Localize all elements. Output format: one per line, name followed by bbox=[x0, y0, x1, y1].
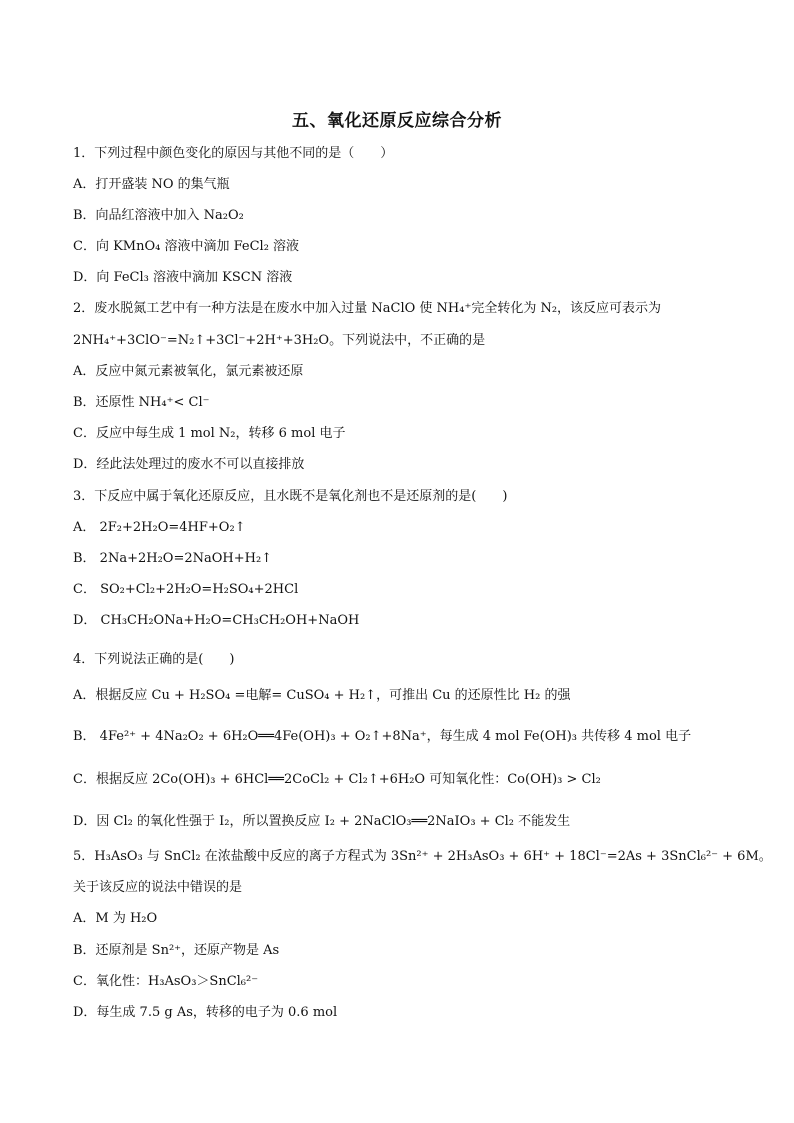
question-4-option-d: D．因 Cl₂ 的氧化性强于 I₂，所以置换反应 I₂ + 2NaClO₃══2NaIO₃ + Cl₂ 不能发生 bbox=[73, 814, 571, 829]
question-5-option-d: D．每生成 7.5 g As，转移的电子为 0.6 mol bbox=[73, 1005, 338, 1020]
question-1-option-d: D．向 FeCl₃ 溶液中滴加 KSCN 溶液 bbox=[73, 270, 293, 285]
question-5-stem-continued: 关于该反应的说法中错误的是 bbox=[73, 880, 243, 895]
question-2-stem: 2．废水脱氮工艺中有一种方法是在废水中加入过量 NaClO 使 NH₄⁺完全转化为 N₂，该反应可表示为 bbox=[73, 301, 662, 316]
question-4-stem: 4．下列说法正确的是( ) bbox=[73, 652, 235, 667]
question-5-stem: 5．H₃AsO₃ 与 SnCl₂ 在浓盐酸中反应的离子方程式为 3Sn²⁺ + 2H₃AsO₃ + 6H⁺ + 18Cl⁻=2As + 3SnCl₆²⁻ + 6M。 bbox=[73, 849, 772, 864]
question-5-option-b: B．还原剂是 Sn²⁺，还原产物是 As bbox=[73, 943, 280, 958]
question-1-stem: 1．下列过程中颜色变化的原因与其他不同的是（ ） bbox=[73, 146, 394, 161]
question-4-option-b: B． 4Fe²⁺ + 4Na₂O₂ + 6H₂O══4Fe(OH)₃ + O₂↑+8Na⁺，每生成 4 mol Fe(OH)₃ 共传移 4 mol 电子 bbox=[73, 729, 692, 744]
question-2-option-b: B．还原性 NH₄⁺< Cl⁻ bbox=[73, 395, 210, 410]
question-2-option-c: C．反应中每生成 1 mol N₂，转移 6 mol 电子 bbox=[73, 426, 346, 441]
question-1-option-a: A．打开盛装 NO 的集气瓶 bbox=[73, 177, 230, 192]
question-3-option-c: C． SO₂+Cl₂+2H₂O=H₂SO₄+2HCl bbox=[73, 582, 299, 597]
question-2-equation: 2NH₄⁺+3ClO⁻=N₂↑+3Cl⁻+2H⁺+3H₂O。下列说法中，不正确的是 bbox=[73, 333, 486, 348]
question-4-option-a: A．根据反应 Cu + H₂SO₄ =电解= CuSO₄ + H₂↑，可推出 Cu 的还原性比 H₂ 的强 bbox=[73, 688, 571, 703]
question-4-option-c: C．根据反应 2Co(OH)₃ + 6HCl══2CoCl₂ + Cl₂↑+6H₂O 可知氧化性：Co(OH)₃ > Cl₂ bbox=[73, 772, 601, 787]
question-5-option-c: C．氧化性：H₃AsO₃＞SnCl₆²⁻ bbox=[73, 974, 259, 989]
question-2-option-d: D．经此法处理过的废水不可以直接排放 bbox=[73, 457, 305, 472]
question-3-option-a: A． 2F₂+2H₂O=4HF+O₂↑ bbox=[73, 520, 246, 535]
question-2-option-a: A．反应中氮元素被氧化，氯元素被还原 bbox=[73, 364, 304, 379]
page-title: 五、氧化还原反应综合分析 bbox=[292, 111, 502, 131]
question-1-option-c: C．向 KMnO₄ 溶液中滴加 FeCl₂ 溶液 bbox=[73, 239, 300, 254]
question-3-stem: 3．下反应中属于氧化还原反应，且水既不是氧化剂也不是还原剂的是( ) bbox=[73, 489, 508, 504]
question-5-option-a: A．M 为 H₂O bbox=[73, 911, 158, 926]
question-3-option-b: B． 2Na+2H₂O=2NaOH+H₂↑ bbox=[73, 551, 273, 566]
question-1-option-b: B．向品红溶液中加入 Na₂O₂ bbox=[73, 208, 244, 223]
question-3-option-d: D． CH₃CH₂ONa+H₂O=CH₃CH₂OH+NaOH bbox=[73, 613, 360, 628]
